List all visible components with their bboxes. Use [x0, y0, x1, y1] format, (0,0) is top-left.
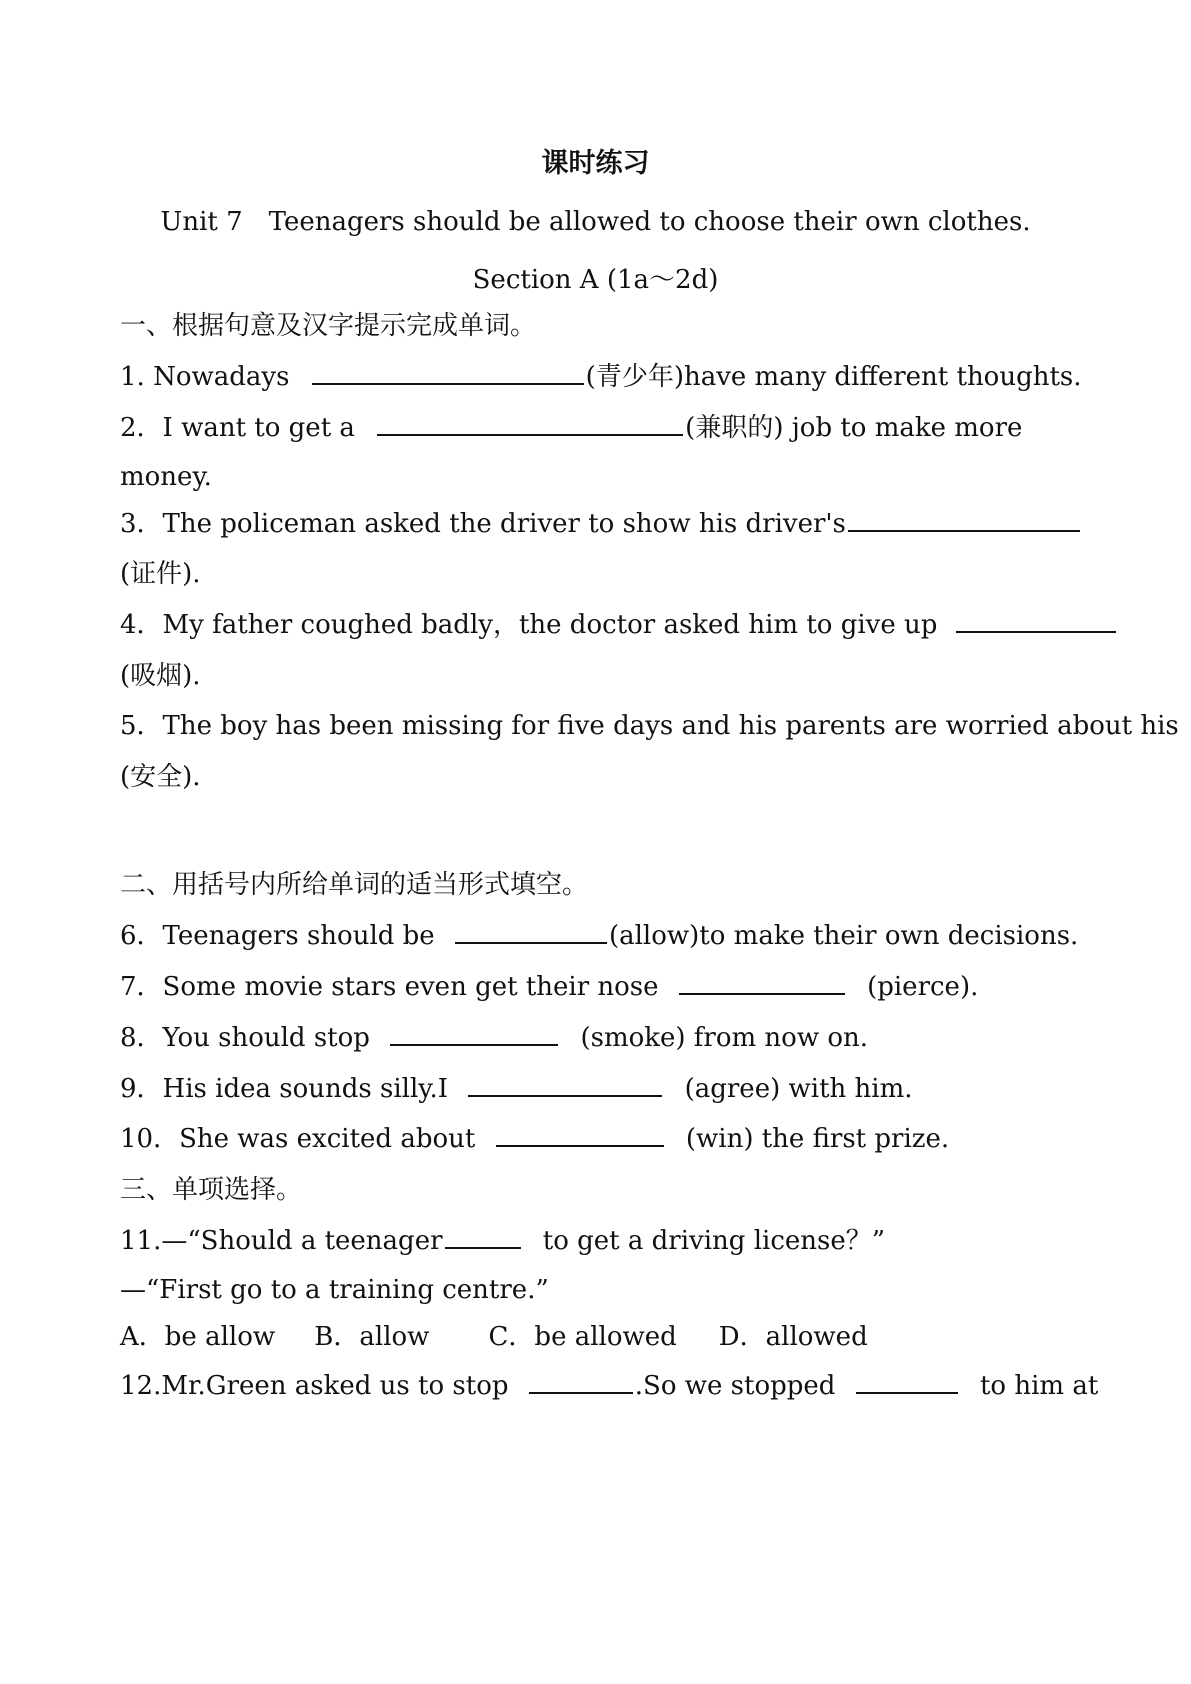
option-a[interactable]: A．be allow	[120, 1322, 276, 1352]
q8-text-start: 8．You should stop	[120, 1023, 370, 1053]
question-11	[120, 1223, 885, 1259]
q11-text-start: 11.—“Should a teenager	[120, 1226, 443, 1256]
question-9	[120, 1071, 913, 1107]
q10-answer-blank[interactable]	[496, 1121, 664, 1147]
question-5: 5．The boy has been missing for five days and his parents are worried about his	[120, 711, 1179, 741]
q6-text-end: (allow)to make their own decisions.	[608, 921, 1079, 951]
question-7	[120, 969, 978, 1005]
q4-continuation: (吸烟).	[120, 661, 201, 691]
question-12	[120, 1368, 1098, 1404]
q9-text-start: 9．His idea sounds silly.I	[120, 1074, 449, 1104]
option-c[interactable]: C．be allowed	[488, 1322, 677, 1352]
q3-answer-blank[interactable]	[848, 506, 1080, 532]
question-8	[120, 1020, 868, 1056]
question-6	[120, 918, 1078, 954]
option-d[interactable]: D．allowed	[718, 1322, 868, 1352]
q11-options	[120, 1319, 868, 1355]
q6-answer-blank[interactable]	[455, 918, 607, 944]
q11-reply: —“First go to a training centre.”	[120, 1275, 549, 1305]
q12-answer-blank-2[interactable]	[856, 1368, 958, 1394]
question-10	[120, 1121, 949, 1157]
q9-text-end: (agree) with him.	[684, 1074, 913, 1104]
q1-text-start: 1. Nowadays	[120, 362, 290, 392]
q8-answer-blank[interactable]	[390, 1020, 558, 1046]
q9-answer-blank[interactable]	[468, 1071, 662, 1097]
unit-title: Unit 7 Teenagers should be allowed to choose their own clothes.	[160, 207, 1031, 237]
q11-text-end: to get a driving license？”	[542, 1226, 886, 1256]
q4-text-start: 4．My father coughed badly，the doctor asked him to give up	[120, 610, 938, 640]
q3-continuation: (证件).	[120, 559, 201, 589]
q2-answer-blank[interactable]	[377, 410, 683, 436]
q10-text-end: (win) the first prize.	[685, 1124, 950, 1154]
question-4	[120, 607, 1118, 643]
q12-text-end: to him at	[979, 1371, 1099, 1401]
part3-heading: 三、单项选择。	[120, 1175, 303, 1205]
q4-answer-blank[interactable]	[956, 607, 1116, 633]
q12-answer-blank-1[interactable]	[529, 1368, 633, 1394]
q7-text-start: 7．Some movie stars even get their nose	[120, 972, 659, 1002]
section-title: Section A (1a～2d)	[472, 265, 719, 295]
q1-text-end: (青少年)have many different thoughts.	[585, 362, 1082, 392]
q3-text-start: 3．The policeman asked the driver to show his driver's	[120, 509, 846, 539]
q2-text-start: 2．I want to get a	[120, 413, 355, 443]
question-2	[120, 410, 1022, 446]
q8-text-end: (smoke) from now on.	[580, 1023, 869, 1053]
q2-text-end: (兼职的) job to make more	[685, 413, 1023, 443]
q10-text-start: 10．She was excited about	[120, 1124, 476, 1154]
q2-continuation: money.	[120, 462, 212, 492]
q1-answer-blank[interactable]	[312, 359, 584, 385]
question-1	[120, 359, 1082, 395]
q5-continuation: (安全).	[120, 762, 201, 792]
q11-answer-blank[interactable]	[445, 1223, 521, 1249]
q12-text-start: 12.Mr.Green asked us to stop	[120, 1371, 509, 1401]
part2-heading: 二、用括号内所给单词的适当形式填空。	[120, 870, 589, 900]
q7-text-end: (pierce).	[867, 972, 979, 1002]
option-b[interactable]: B．allow	[314, 1322, 430, 1352]
q6-text-start: 6．Teenagers should be	[120, 921, 435, 951]
page-title: 课时练习	[541, 148, 650, 179]
q7-answer-blank[interactable]	[679, 969, 845, 995]
question-3	[120, 506, 1082, 542]
q12-text-middle: .So we stopped	[634, 1371, 836, 1401]
part1-heading: 一、根据句意及汉字提示完成单词。	[120, 311, 537, 341]
